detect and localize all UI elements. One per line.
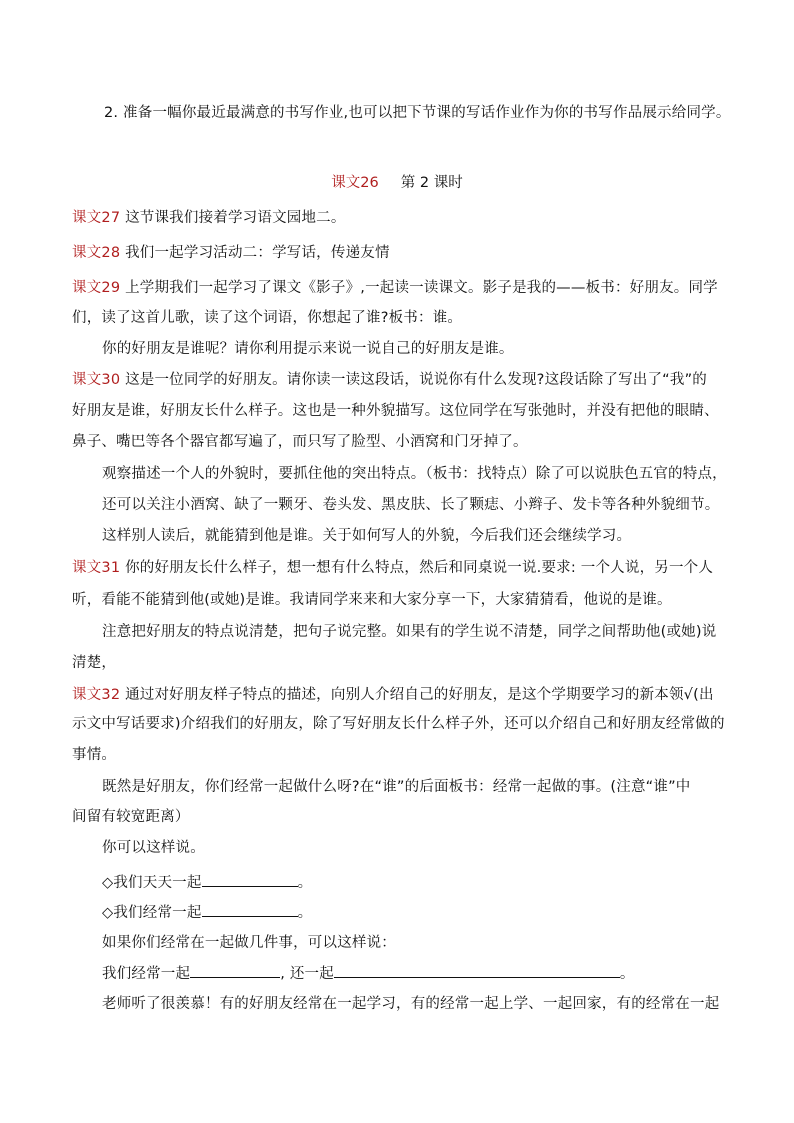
paragraph-30-line-1 [72, 370, 732, 390]
text-31-1: 你的好朋友长什么样子，想一想有什么特点，然后和同桌说一说.要求: 一个人说，另一个人 [120, 560, 714, 576]
fill-blank [202, 872, 298, 887]
text-30-1: 这是一位同学的好朋友。请你读一读这段话，说说你有什么发现?这段话除了写出了“我”的 [120, 372, 707, 388]
paragraph-32-line-9: 老师听了很羡慕！有的好朋友经常在一起学习，有的经常一起上学、一起回家，有的经常在一起 [102, 996, 720, 1012]
paragraph-32-line-3: 事情。 [72, 747, 117, 763]
paragraph-32-line-6: 你可以这样说。 [102, 840, 205, 856]
bullet-2-end: 。 [297, 905, 313, 921]
bullet-1-text: ◇我们天天一起 [102, 875, 202, 891]
paragraph-29-line-1 [72, 278, 732, 298]
paragraph-30-line-6: 这样别人读后，就能猜到他是谁。关于如何写人的外貌，今后我们还会继续学习。 [102, 528, 632, 544]
line-8-part-a: 我们经常一起 [102, 966, 191, 982]
paragraph-32-line-2: 示文中写话要求)介绍我们的好朋友，除了写好朋友长什么样子外，还可以介绍自己和好朋友经常做的 [72, 716, 725, 732]
title-text: 第 2 课时 [400, 175, 463, 191]
label-29: 课文29 [72, 280, 121, 296]
section-title [0, 173, 794, 193]
text-32-1: 通过对好朋友样子特点的描述，向别人介绍自己的好朋友，是这个学期要学习的新本领√(出 [120, 687, 714, 703]
intro-line: 2. 准备一幅你最近最满意的书写作业,也可以把下节课的写话作业作为你的书写作品展示给同学。 [104, 105, 731, 121]
label-28: 课文28 [72, 245, 121, 261]
fill-blank [334, 963, 620, 978]
bullet-line-1 [102, 872, 762, 893]
text-28: 我们一起学习活动二：学写话，传递友情 [120, 245, 390, 261]
bullet-2-text: ◇我们经常一起 [102, 905, 202, 921]
paragraph-29-line-2: 们，读了这首儿歌，读了这个词语，你想起了谁?板书：谁。 [72, 310, 463, 326]
paragraph-30-line-5: 还可以关注小酒窝、缺了一颗牙、卷头发、黑皮肤、长了颗痣、小辫子、发卡等各种外貌细节。 [102, 497, 720, 513]
paragraph-32-line-4: 既然是好朋友，你们经常一起做什么呀?在“谁”的后面板书：经常一起做的事。(注意“谁”中 [102, 779, 691, 795]
paragraph-32-line-5: 间留有较宽距离） [72, 809, 190, 825]
text-27: 这节课我们接着学习语文园地二。 [120, 210, 346, 226]
paragraph-30-line-2: 好朋友是谁，好朋友长什么样子。这也是一种外貌描写。这位同学在写张弛时，并没有把他的眼睛、 [72, 403, 719, 419]
paragraph-29-line-3: 你的好朋友是谁呢？请你利用提示来说一说自己的好朋友是谁。 [102, 341, 514, 357]
paragraph-31-line-3: 注意把好朋友的特点说清楚，把句子说完整。如果有的学生说不清楚，同学之间帮助他(或她)说 [102, 624, 717, 640]
paragraph-31-line-2: 听，看能不能猜到他(或她)是谁。我请同学来来和大家分享一下，大家猜猜看，他说的是谁。 [72, 592, 672, 608]
label-27: 课文27 [72, 210, 121, 226]
line-8-part-b: , 还一起 [280, 966, 334, 982]
paragraph-27 [72, 208, 732, 228]
paragraph-31-line-1 [72, 558, 732, 578]
bullet-line-2 [102, 902, 762, 923]
title-label: 课文26 [331, 175, 379, 191]
fill-blank [202, 902, 298, 917]
paragraph-32-line-1 [72, 685, 732, 705]
paragraph-28 [72, 243, 732, 263]
paragraph-30-line-4: 观察描述一个人的外貌时，要抓住他的突出特点。（板书：找特点）除了可以说肤色五官的特点， [102, 466, 727, 482]
paragraph-32-line-7: 如果你们经常在一起做几件事，可以这样说： [102, 935, 396, 951]
line-8-part-c: 。 [619, 966, 635, 982]
label-32: 课文32 [72, 687, 121, 703]
paragraph-32-line-8 [102, 963, 762, 984]
text-29-1: 上学期我们一起学习了课文《影子》,一起读一读课文。影子是我的——板书：好朋友。同学 [120, 280, 718, 296]
label-31: 课文31 [72, 560, 121, 576]
paragraph-30-line-3: 鼻子、嘴巴等各个器官都写遍了，而只写了脸型、小酒窝和门牙掉了。 [72, 434, 528, 450]
bullet-1-end: 。 [297, 875, 313, 891]
fill-blank [190, 963, 280, 978]
label-30: 课文30 [72, 372, 121, 388]
paragraph-31-line-4: 清楚， [72, 655, 117, 671]
